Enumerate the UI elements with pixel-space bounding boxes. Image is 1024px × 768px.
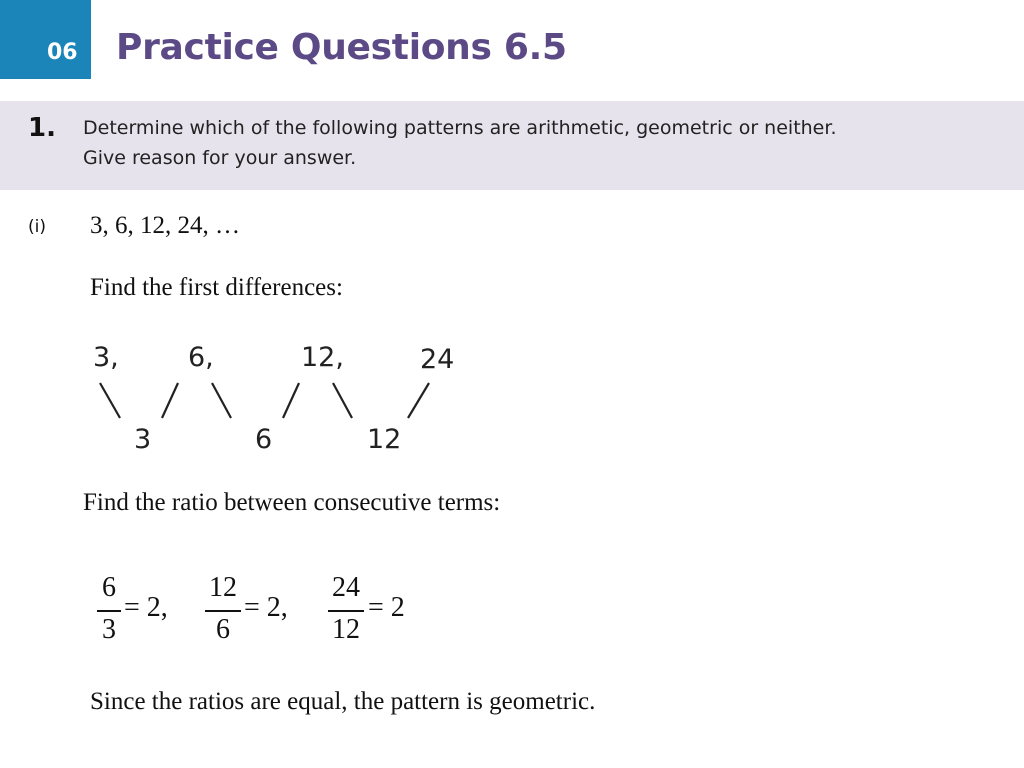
conclusion: Since the ratios are equal, the pattern is geometric. bbox=[90, 688, 596, 715]
chapter-badge bbox=[0, 0, 91, 79]
question-text-line-2: Give reason for your answer. bbox=[83, 147, 357, 169]
question-band bbox=[0, 101, 1024, 190]
fraction-bar bbox=[328, 610, 364, 612]
difference-1: 3 bbox=[134, 424, 152, 455]
term-1: 3, bbox=[93, 342, 119, 373]
differences-diagram bbox=[88, 338, 468, 458]
diff-connector-1a bbox=[100, 383, 120, 418]
diff-connector-2a bbox=[212, 383, 231, 418]
diff-connector-3a bbox=[333, 383, 352, 418]
fraction-bar bbox=[205, 610, 241, 612]
ratio-3-fraction bbox=[328, 572, 364, 648]
ratio-1-denominator: 3 bbox=[102, 614, 116, 645]
ratio-2-numerator: 12 bbox=[209, 572, 237, 603]
ratio-2-fraction bbox=[205, 572, 241, 648]
part-label: (i) bbox=[28, 217, 46, 237]
ratio-2-denominator: 6 bbox=[216, 614, 230, 645]
term-4: 24 bbox=[420, 344, 455, 375]
question-number: 1. bbox=[28, 113, 56, 143]
diff-connector-1b bbox=[162, 383, 178, 418]
diff-connector-3b bbox=[408, 383, 429, 418]
term-2: 6, bbox=[188, 342, 214, 373]
sequence: 3, 6, 12, 24, … bbox=[90, 212, 240, 239]
ratio-heading: Find the ratio between consecutive terms: bbox=[83, 489, 501, 516]
ratio-1-fraction bbox=[97, 572, 121, 648]
ratio-2-result: = 2, bbox=[244, 592, 288, 623]
difference-2: 6 bbox=[255, 424, 273, 455]
difference-3: 12 bbox=[367, 424, 402, 455]
ratio-3-denominator: 12 bbox=[332, 614, 360, 645]
diff-connector-2b bbox=[283, 383, 299, 418]
ratio-1-numerator: 6 bbox=[102, 572, 116, 603]
question-text-line-1: Determine which of the following patterns are arithmetic, geometric or neither. bbox=[83, 117, 837, 139]
differences-heading: Find the first differences: bbox=[90, 274, 343, 301]
page-title: Practice Questions 6.5 bbox=[116, 27, 567, 68]
chapter-number: 06 bbox=[47, 40, 78, 65]
ratio-3-numerator: 24 bbox=[332, 572, 360, 603]
term-3: 12, bbox=[301, 342, 344, 373]
fraction-bar bbox=[97, 610, 121, 612]
ratio-3-result: = 2 bbox=[368, 592, 405, 623]
ratio-1-result: = 2, bbox=[124, 592, 168, 623]
